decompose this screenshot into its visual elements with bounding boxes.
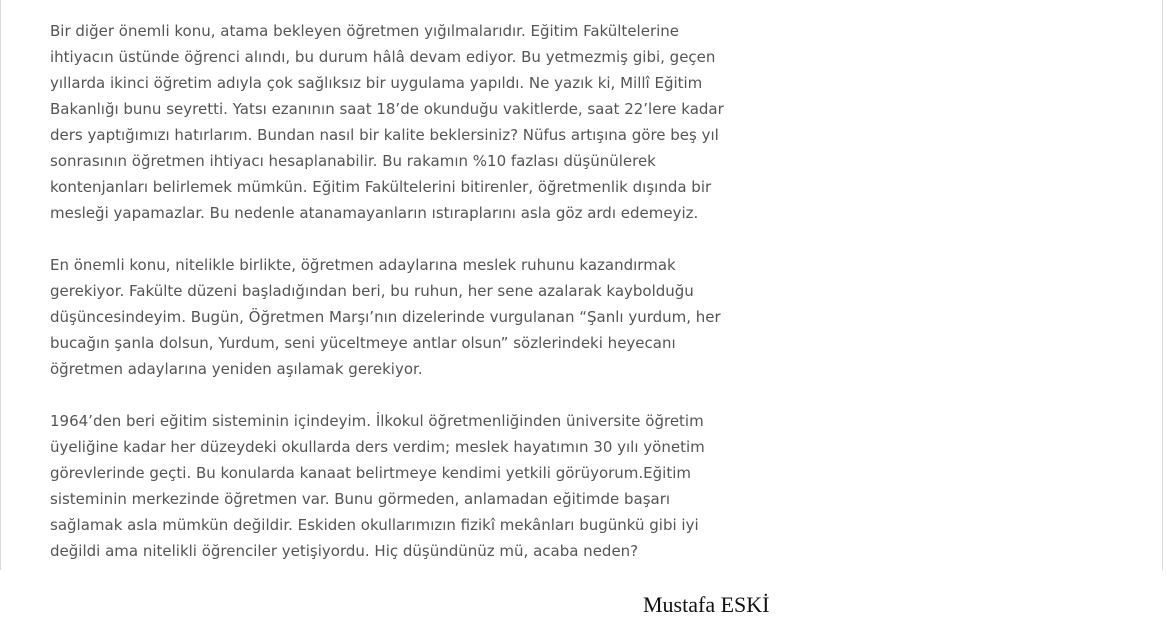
text-line: görevlerinde geçti. Bu konularda kanaat belirtmeye kendimi yetkili görüyorum.Eğitim [50,464,692,482]
text-line: Bakanlığı bunu seyretti. Yatsı ezanının saat 18’de okunduğu vakitlerde, saat 22’lere kadar [50,100,724,118]
text-line: değildi ama nitelikli öğrenciler yetişiyordu. Hiç düşündünüz mü, acaba neden? [50,542,639,560]
text-line: ihtiyacın üstünde öğrenci alındı, bu durum hâlâ devam ediyor. Bu yetmezmiş gibi, geçen [50,48,716,66]
text-line: 1964’den beri eğitim sisteminin içindeyim. İlkokul öğretmenliğinden üniversite öğretim [50,412,704,430]
paragraph-2 [50,252,750,382]
paragraph-3 [50,408,750,564]
text-line: ders yaptığımızı hatırlarım. Bundan nasıl bir kalite beklersiniz? Nüfus artışına göre beş yıl [50,126,719,144]
text-line: Bir diğer önemli konu, atama bekleyen öğretmen yığılmalarıdır. Eğitim Fakültelerine [50,22,680,40]
text-line: düşüncesindeyim. Bugün, Öğretmen Marşı’nın dizelerinde vurgulanan “Şanlı yurdum, her [50,308,721,326]
text-line: bucağın şanla dolsun, Yurdum, seni yüceltmeye antlar olsun” sözlerindeki heyecanı [50,334,676,352]
text-line: öğretmen adaylarına yeniden aşılamak gerekiyor. [50,360,423,378]
text-line: sisteminin merkezinde öğretmen var. Bunu görmeden, anlamadan eğitimde başarı [50,490,671,508]
text-line: üyeliğine kadar her düzeydeki okullarda ders verdim; meslek hayatımın 30 yılı yönetim [50,438,705,456]
text-line: mesleği yapamazlar. Bu nedenle atanamayanların ıstıraplarını asla göz ardı edemeyiz. [50,204,699,222]
author-signature: Mustafa ESKİ [643,592,770,617]
text-line: yıllarda ikinci öğretim adıyla çok sağlıksız bir uygulama yapıldı. Ne yazık ki, Millî Eğitim [50,74,703,92]
paragraph-1 [50,18,750,226]
text-line: sonrasının öğretmen ihtiyacı hesaplanabilir. Bu rakamın %10 fazlası düşünülerek [50,152,656,170]
text-line: kontenjanları belirlemek mümkün. Eğitim Fakültelerini bitirenler, öğretmenlik dışında bir [50,178,712,196]
text-line: En önemli konu, nitelikle birlikte, öğretmen adaylarına meslek ruhunu kazandırmak [50,256,676,274]
text-line: sağlamak asla mümkün değildir. Eskiden okullarımızın fizikî mekânları bugünkü gibi iyi [50,516,699,534]
article-body [50,18,750,590]
text-line: gerekiyor. Fakülte düzeni başladığından beri, bu ruhun, her sene azalarak kaybolduğu [50,282,694,300]
